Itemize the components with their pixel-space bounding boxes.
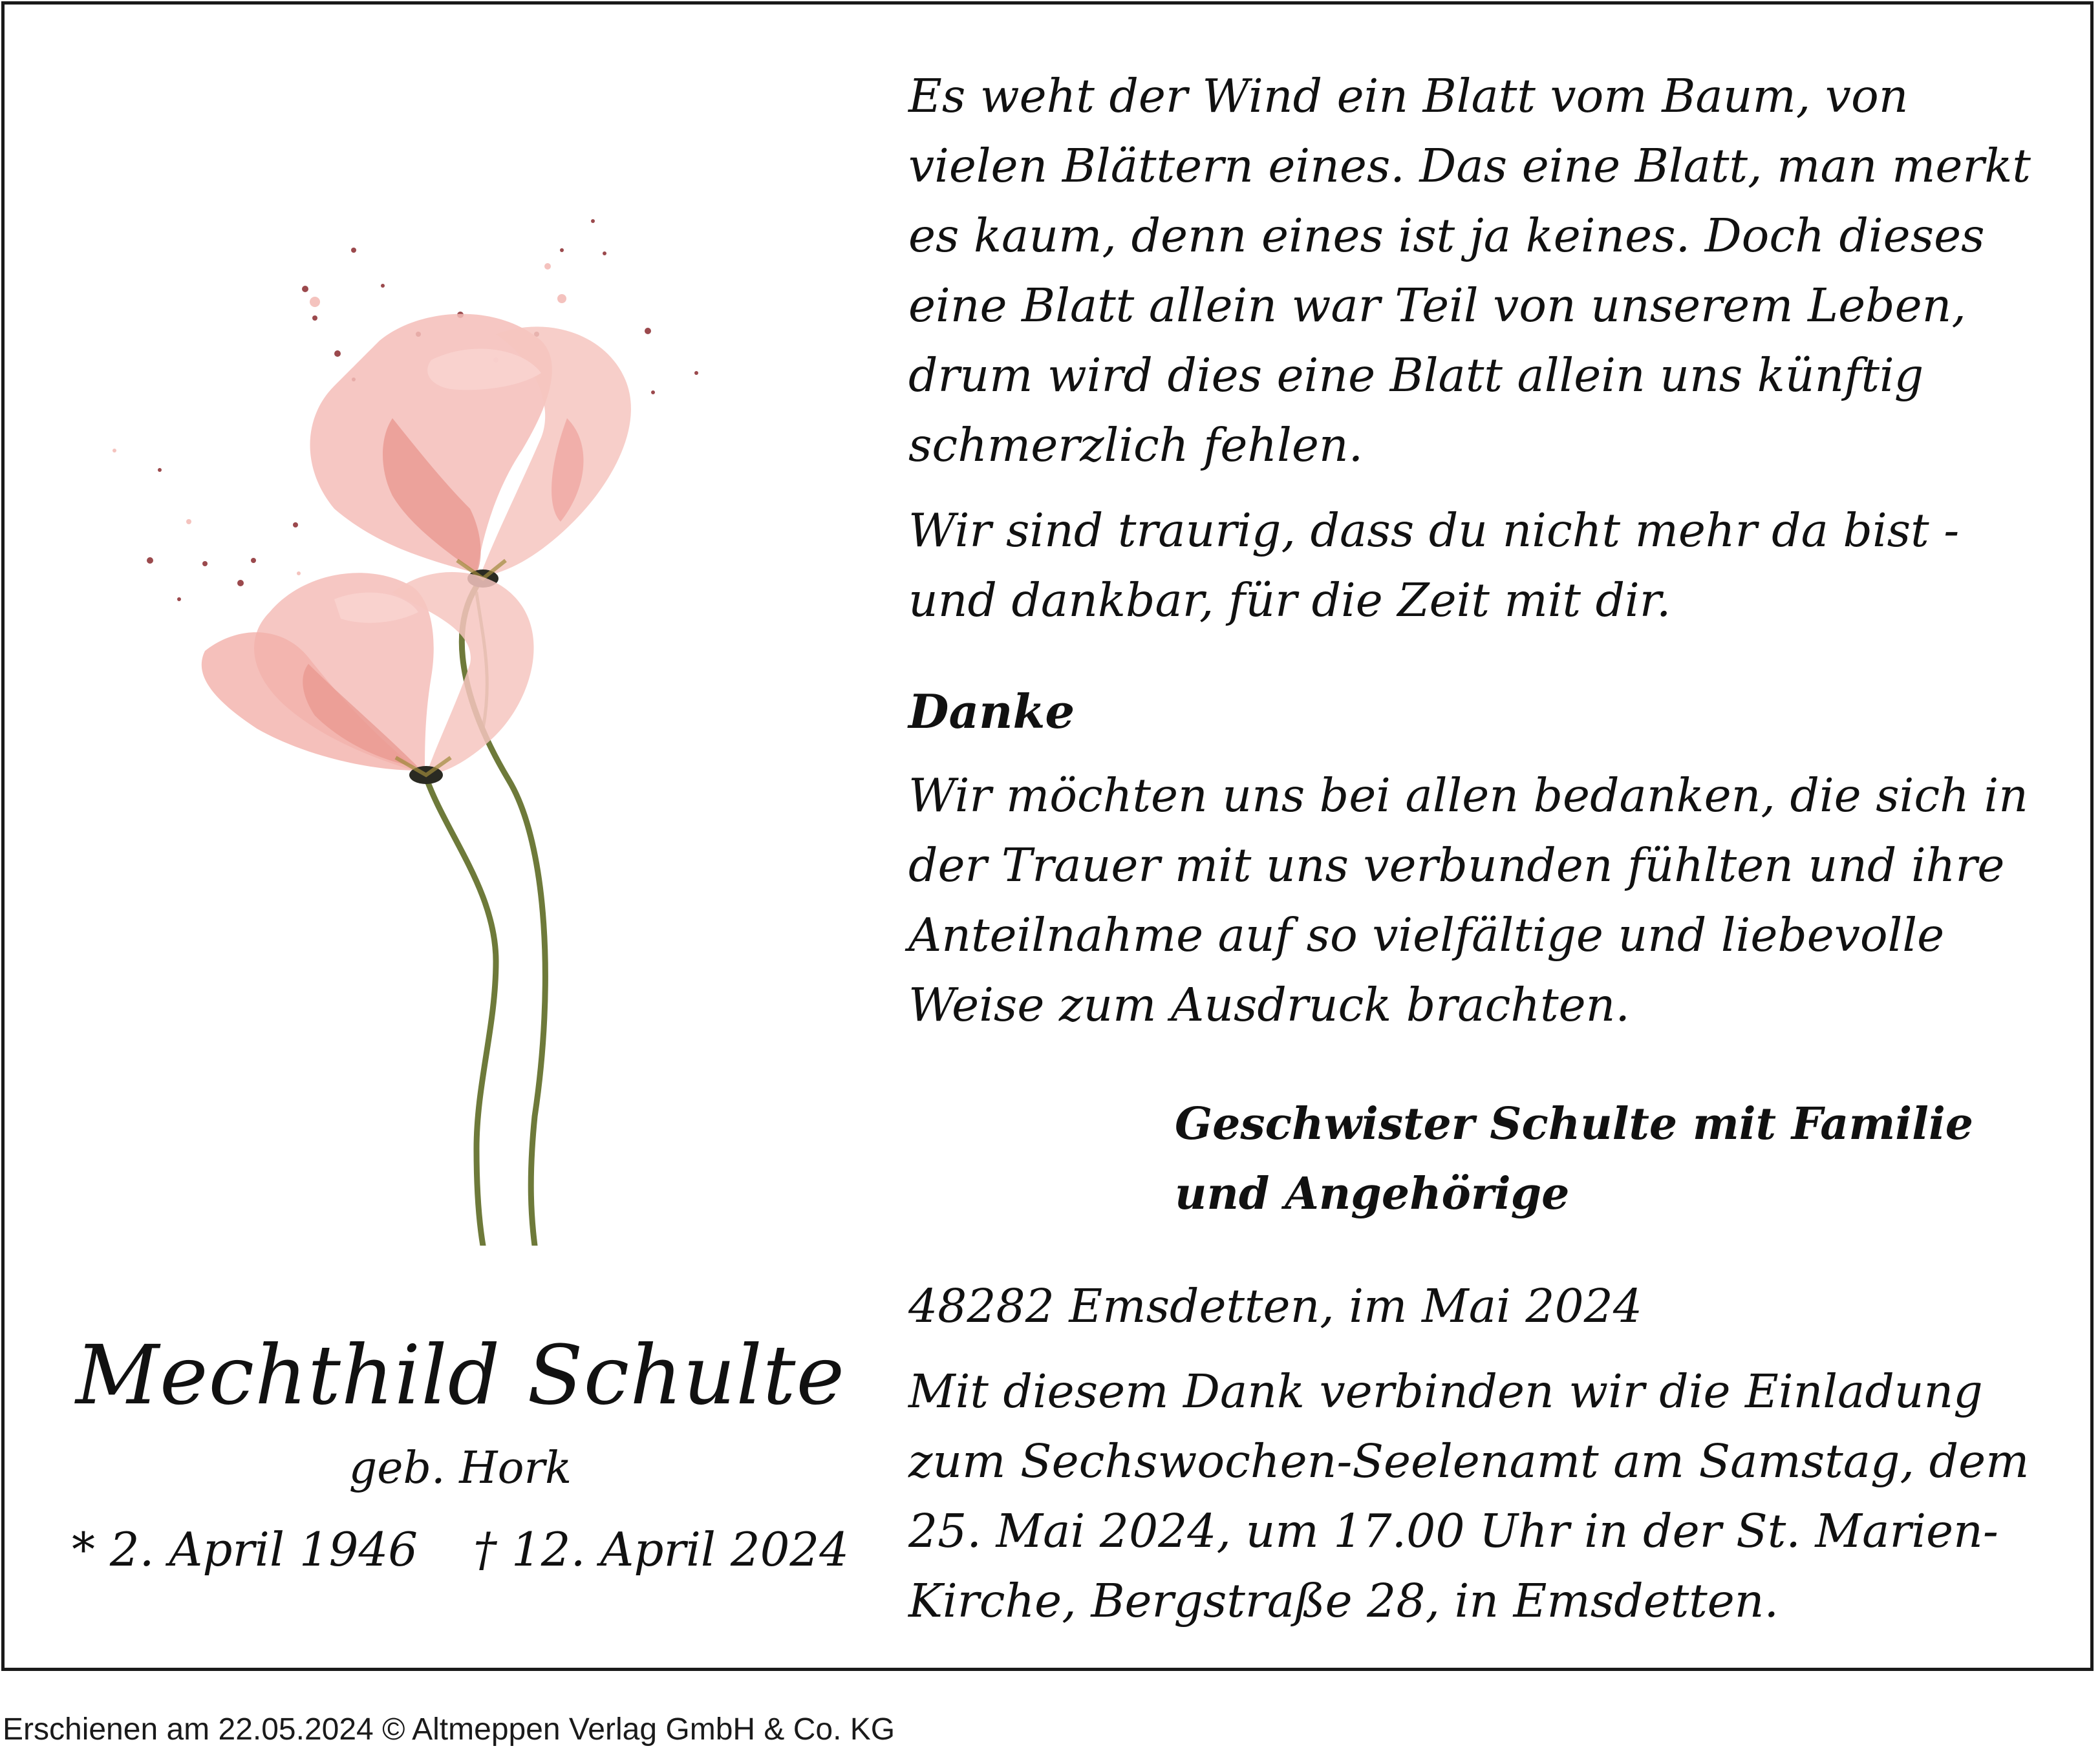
thanks-line: Wir möchten uns bei allen bedanken, die sich in: [908, 769, 2028, 822]
invitation-line: zum Sechswochen-Seelenamt am Samstag, dem: [908, 1434, 2030, 1488]
thanks-line: Anteilnahme auf so vielfältige und liebevolle: [908, 908, 1945, 962]
poem-line: schmerzlich fehlen.: [908, 418, 1364, 472]
signature-block: [1175, 1089, 1973, 1229]
poppy-watercolor-illustration: [30, 147, 729, 1246]
invitation-line: Mit diesem Dank verbinden wir die Einladung: [908, 1365, 1983, 1418]
death-date: † 12. April 2024: [473, 1522, 850, 1577]
signature-line: und Angehörige: [1175, 1168, 1570, 1220]
signature-line: Geschwister Schulte mit Familie: [1175, 1098, 1974, 1150]
thanks-block: [908, 761, 2072, 1040]
obituary-frame: [1, 1, 2094, 1671]
poem-line: eine Blatt allein war Teil von unserem Leben,: [908, 279, 1966, 332]
thanks-line: der Trauer mit uns verbunden fühlten und ihre: [908, 838, 2005, 892]
poem-line: es kaum, denn eines ist ja keines. Doch dieses: [908, 209, 1985, 262]
maiden-name: geb. Hork: [348, 1443, 572, 1494]
sentiment-line: und dankbar, für die Zeit mit dir.: [908, 573, 1671, 627]
poem-line: drum wird dies eine Blatt allein uns künftig: [908, 348, 1924, 402]
upper-poppy-flower: [310, 314, 631, 588]
sentiment-line: Wir sind traurig, dass du nicht mehr da bist -: [908, 504, 1960, 557]
publication-footer: Erschienen am 22.05.2024 © Altmeppen Verlag GmbH & Co. KG: [3, 1712, 895, 1747]
lower-poppy-flower: [202, 572, 534, 784]
invitation-line: 25. Mai 2024, um 17.00 Uhr in der St. Marien-: [908, 1504, 1998, 1558]
deceased-name: Mechthild Schulte: [75, 1328, 846, 1423]
place-date-text: 48282 Emsdetten, im Mai 2024: [908, 1279, 1643, 1333]
invitation-block: [908, 1357, 2072, 1636]
poem-line: vielen Blättern eines. Das eine Blatt, man merkt: [908, 139, 2031, 193]
place-date: [908, 1271, 2072, 1341]
thanks-line: Weise zum Ausdruck brachten.: [908, 978, 1630, 1032]
birth-date: * 2. April 1946: [71, 1522, 418, 1577]
thanks-heading: Danke: [908, 684, 1075, 739]
poem-line: Es weht der Wind ein Blatt vom Baum, von: [908, 69, 1909, 123]
life-dates: [43, 1522, 877, 1577]
sentiment-block: [908, 496, 2072, 635]
invitation-line: Kirche, Bergstraße 28, in Emsdetten.: [908, 1574, 1779, 1628]
poem-block: [908, 61, 2072, 480]
